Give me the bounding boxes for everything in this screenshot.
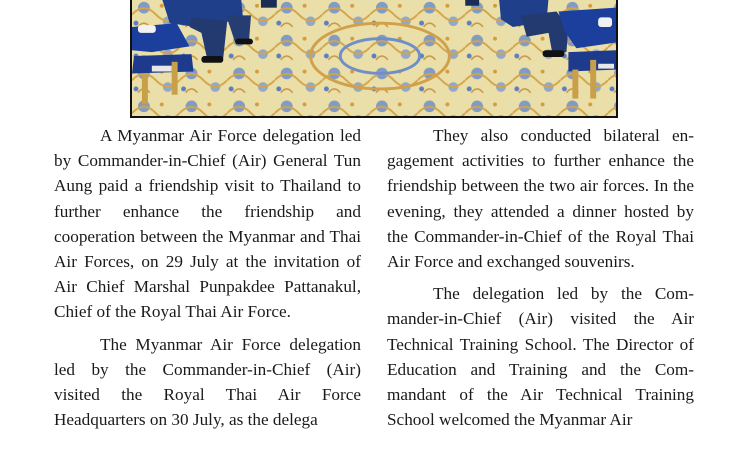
article-photo [130,0,618,118]
paragraph: A Myanmar Air Force delegation led by Commander-in-Chief (Air) General Tun Aung paid a friendship visit to Thailand to further enhance the friendship and cooperation between the Myanmar and Thai Air Forces, on 29 July at the invitation of Air Chief Marshal Punpakdee Pattanakul, Chief of the Royal Thai Air Force. [54,126,361,322]
photo-illustration [132,0,616,116]
article-right-column [387,123,694,432]
paragraph: The Myanmar Air Force delegation led by the Commander-in-Chief (Air) visited the Royal Thai Air Force Headquarters on 30 July, as the delega [54,334,361,430]
article-left-column [54,123,361,432]
paragraph: They also conducted bilateral engagement activities to further enhance the friendship between the two air forces. In the evening, they attended a dinner hosted by the Commander-in-Chief of the Royal Thai Air Force and exchanged souvenirs. [387,126,694,272]
paragraph: The delegation led by the Commander-in-Chief (Air) visited the Air Technical Training School. The Director of Education and Training and the Commandant of the Air Technical Training School welcomed the Myanmar Air [387,284,694,430]
